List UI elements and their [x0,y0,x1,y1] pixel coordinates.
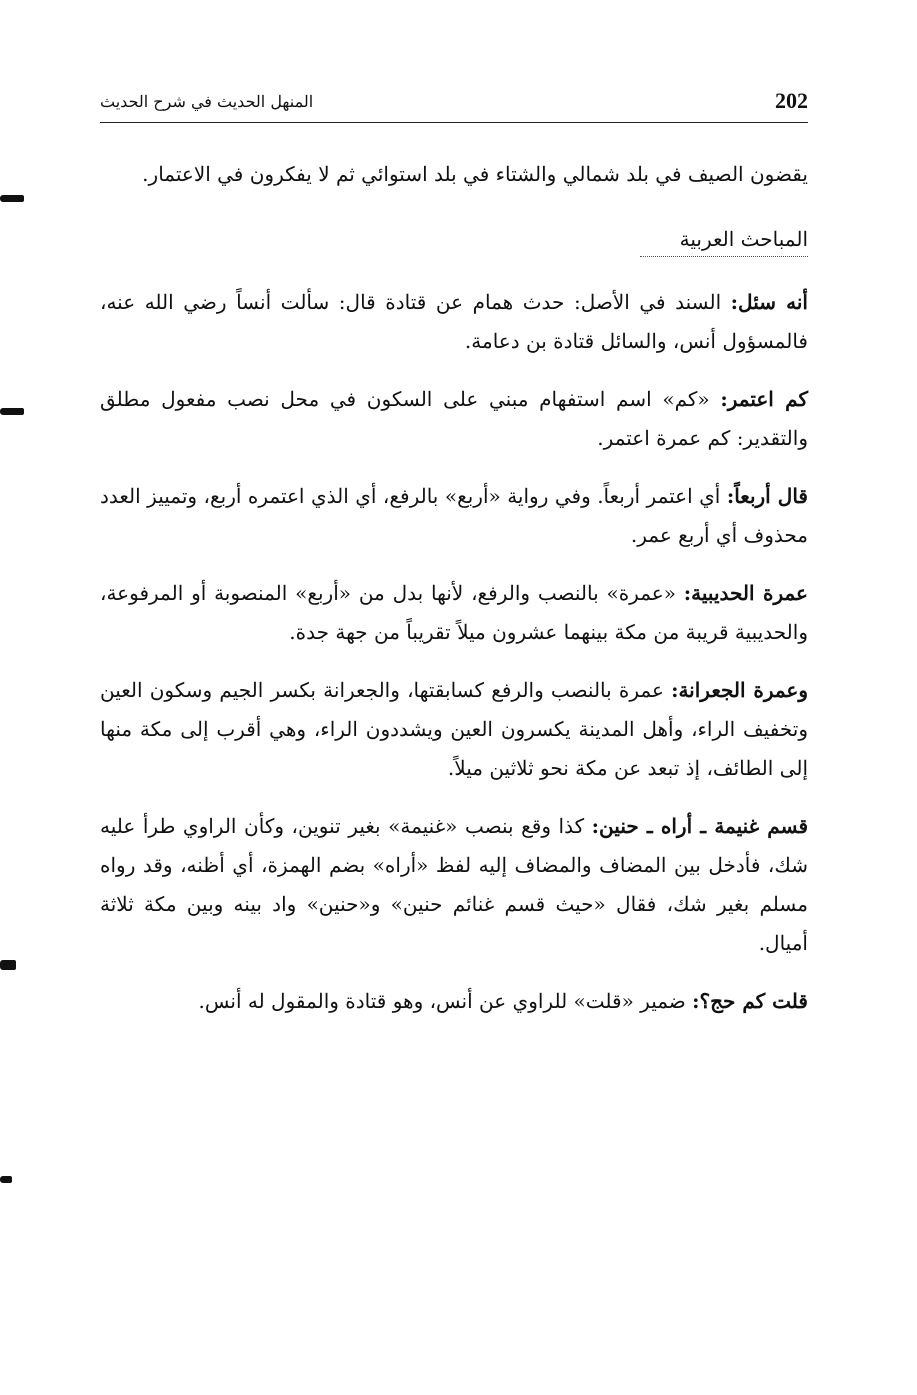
entry-text: السند في الأصل: حدث همام عن قتادة قال: سألت أنساً رضي الله عنه، فالمسؤول أنس، والسائل قتادة بن دعامة. [100,290,808,353]
entry-paragraph [100,283,808,361]
margin-mark [0,1176,12,1183]
entry-term: وعمرة الجعرانة: [671,678,809,702]
section-title [640,224,808,257]
book-page [100,82,808,1322]
entry-text: «كم» اسم استفهام مبني على السكون في محل نصب مفعول مطلق والتقدير: كم عمرة اعتمر. [100,387,808,450]
entry-term: قسم غنيمة ـ أراه ـ حنين: [591,814,809,838]
entry-term: أنه سئل: [730,290,808,314]
entry-term: قلت كم حج؟: [692,989,808,1013]
entry-paragraph [100,380,808,458]
margin-mark [0,960,16,970]
entry-text: ضمير «قلت» للراوي عن أنس، وهو قتادة والمقول له أنس. [198,989,693,1013]
page-number: 202 [775,88,808,113]
entry-text: «عمرة» بالنصب والرفع، لأنها بدل من «أربع» المنصوبة أو المرفوعة، والحديبية قريبة من مكة بينهما عشرون ميلاً تقريباً من جهة جدة. [100,581,808,644]
entry-paragraph [100,574,808,652]
intro-paragraph: يقضون الصيف في بلد شمالي والشتاء في بلد استوائي ثم لا يفكرون في الاعتمار. [142,162,808,186]
entry-paragraph [100,477,808,555]
entry-text: أي اعتمر أربعاً. وفي رواية «أربع» بالرفع، أي الذي اعتمره أربع، وتمييز العدد محذوف أي أربع عمر. [100,484,808,547]
running-title: المنهل الحديث في شرح الحديث [100,92,314,111]
entries-list [100,283,808,1021]
entry-paragraph [100,982,808,1021]
entry-paragraph [100,671,808,788]
margin-mark [0,195,24,202]
entry-paragraph [100,807,808,963]
entry-term: عمرة الحديبية: [683,581,808,605]
entry-term: قال أربعاً: [726,484,808,508]
entry-text: عمرة بالنصب والرفع كسابقتها، والجعرانة بكسر الجيم وسكون العين وتخفيف الراء، وأهل المدينة يكسرون العين ويشددون الراء، وهي أقرب إلى مكة منها إلى الطائف، إذ تبعد عن مكة نحو ثلاثين ميلاً. [100,678,808,780]
section-title-text: المباحث العربية [679,227,808,251]
page-header [100,82,808,123]
entry-term: كم اعتمر: [720,387,808,411]
entry-text: كذا وقع بنصب «غنيمة» بغير تنوين، وكأن الراوي طرأ عليه شك، فأدخل بين المضاف والمضاف إليه لفظ «أراه» بضم الهمزة، أي أظنه، وقد رواه مسلم بغير شك، فقال «حيث قسم غنائم حنين» و«حنين» واد بينه وبين مكة ثلاثة أميال. [100,814,808,955]
margin-mark [0,408,24,415]
